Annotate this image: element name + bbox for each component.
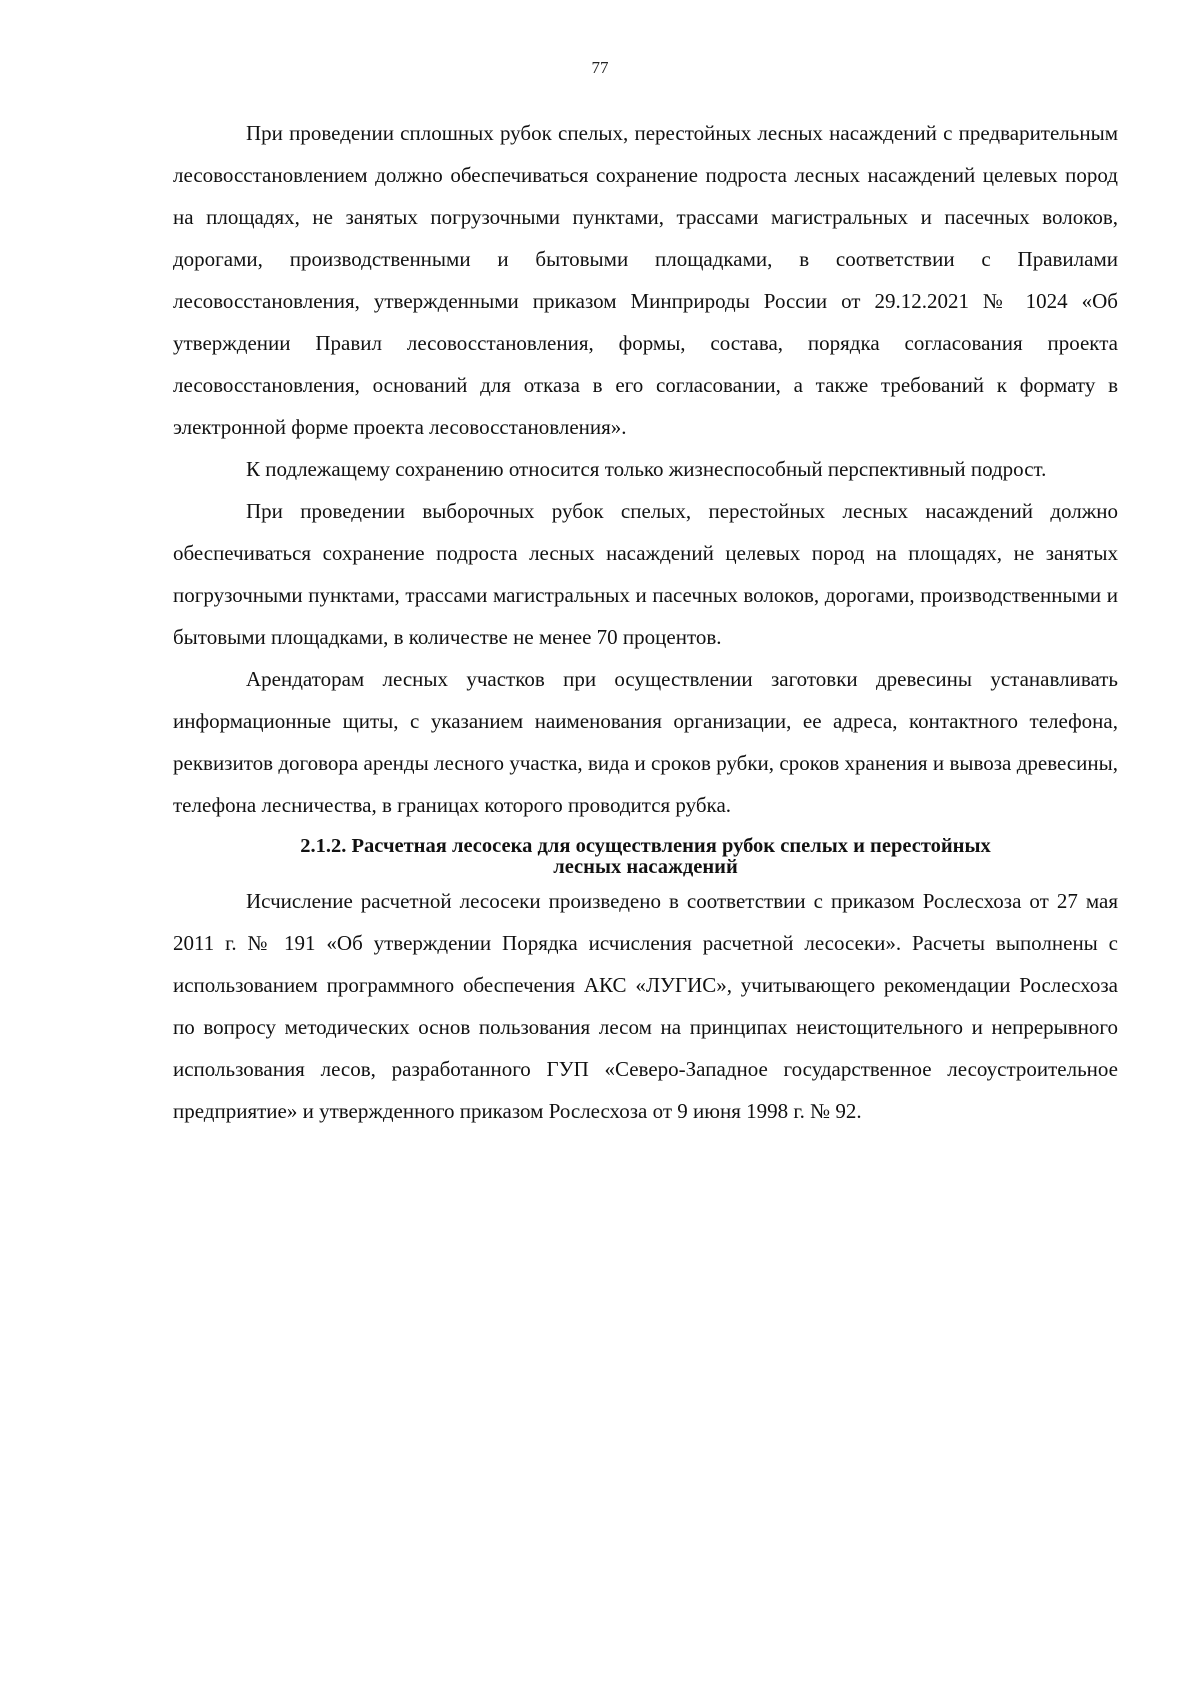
section-heading-line-2: лесных насаждений [553, 856, 738, 878]
paragraph-clearcut-undergrowth: При проведении сплошных рубок спелых, перестойных лесных насаждений с предварительным лесовосстановлением должно обеспечиваться сохранение подроста лесных насаждений целевых пород на площадях, не занятых погрузочными пунктами, трассами магистральных и пасечных волоков, дорогами, производственными и бытовыми площадками, в соответствии с Правилами лесовосстановления, утвержденными приказом Минприроды России от 29.12.2021 № 1024 «Об утверждении Правил лесовосстановления, формы, состава, порядка согласования проекта лесовосстановления, оснований для отказа в его согласовании, а также требований к формату в электронной форме проекта лесовосстановления». [173, 121, 1118, 439]
paragraph-viable-undergrowth: К подлежащему сохранению относится только жизнеспособный перспективный подрост. [246, 457, 1047, 481]
paragraph-allowable-cut-calculation: Исчисление расчетной лесосеки произведено в соответствии с приказом Рослесхоза от 27 мая 2011 г. № 191 «Об утверждении Порядка исчисления расчетной лесосеки». Расчеты выполнены с использованием программного обеспечения АКС «ЛУГИС», учитывающего рекомендации Рослесхоза по вопросу методических основ пользования лесом на принципах неистощительного и непрерывного использования лесов, разработанного ГУП «Северо-Западное государственное лесоустроительное предприятие» и утвержденного приказом Рослесхоза от 9 июня 1998 г. № 92. [173, 889, 1118, 1123]
section-heading [173, 826, 1118, 878]
paragraph-information-boards: Арендаторам лесных участков при осуществлении заготовки древесины устанавливать информационные щиты, с указанием наименования организации, ее адреса, контактного телефона, реквизитов договора аренды лесного участка, вида и сроков рубки, сроков хранения и вывоза древесины, телефона лесничества, в границах которого проводится рубка. [173, 667, 1118, 817]
paragraph-selective-cutting: При проведении выборочных рубок спелых, перестойных лесных насаждений должно обеспечиваться сохранение подроста лесных насаждений целевых пород на площадях, не занятых погрузочными пунктами, трассами магистральных и пасечных волоков, дорогами, производственными и бытовыми площадками, в количестве не менее 70 процентов. [173, 499, 1118, 649]
page-number: 77 [591, 58, 609, 77]
page-content [173, 112, 1118, 1132]
section-heading-line-1: 2.1.2. Расчетная лесосека для осуществления рубок спелых и перестойных [300, 835, 991, 857]
